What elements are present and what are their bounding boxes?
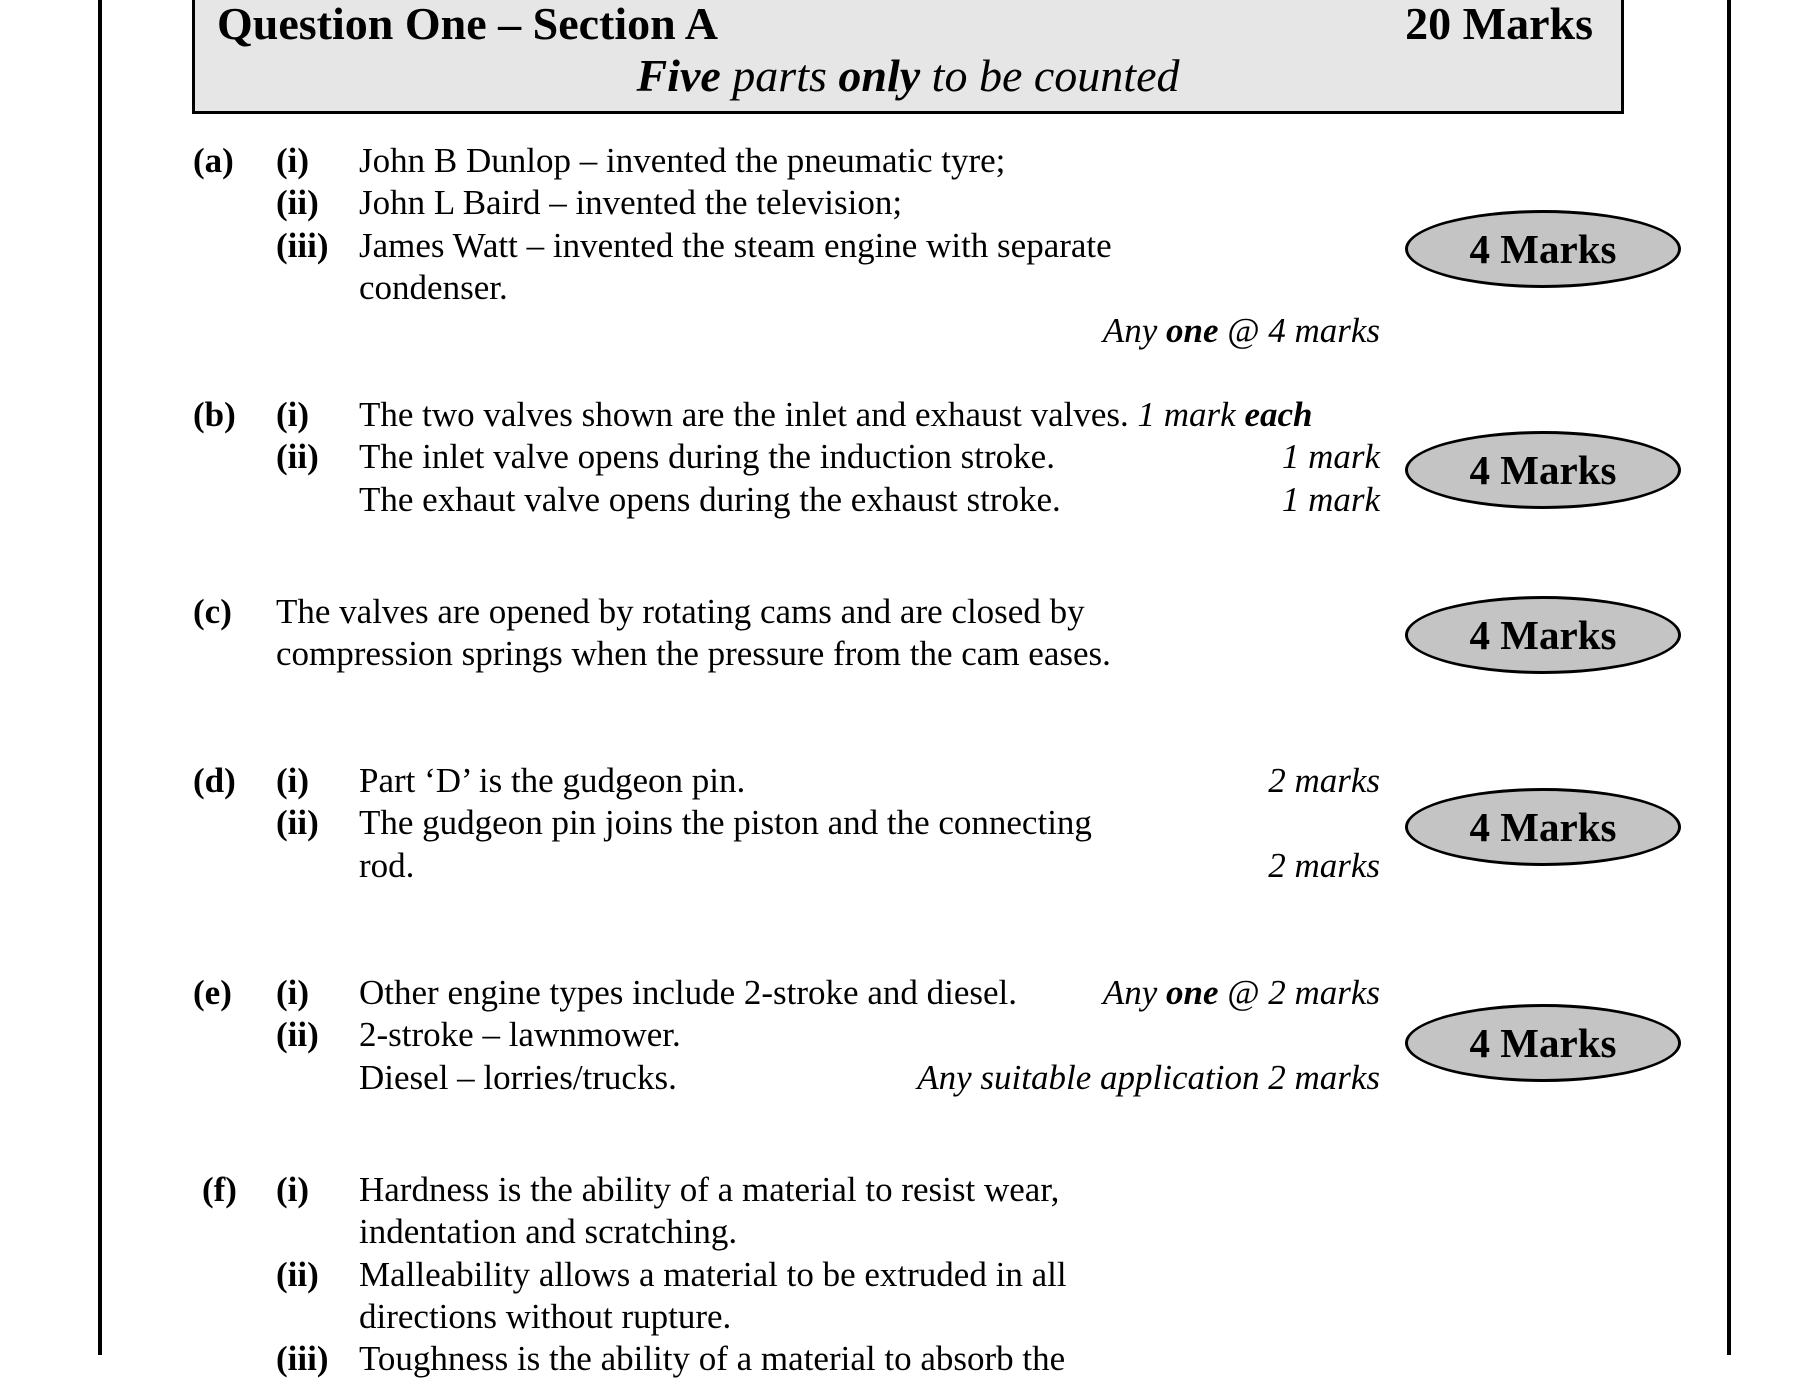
question-title: Question One – Section A [217,0,718,49]
part-a-mark-note: Any one @ 4 marks [1102,311,1380,350]
part-b-i-text: The two valves shown are the inlet and exhaust valves. 1 mark each [359,395,1313,434]
part-c-letter: (c) [193,592,232,631]
part-e-ii-note: Any suitable application 2 marks [917,1058,1380,1097]
part-b-ii-text-2: The exhaut valve opens during the exhaust stroke. [359,480,1061,519]
part-f-ii-text-2: directions without rupture. [359,1297,732,1336]
part-b-ii-text-1: The inlet valve opens during the induction stroke. [359,437,1055,476]
part-d-marks-badge: 4 Marks [1405,788,1681,866]
part-f-ii-text-1: Malleability allows a material to be extruded in all [359,1255,1067,1294]
part-a-letter: (a) [193,141,234,180]
part-b-i-num: (i) [276,395,310,434]
part-f-i-text-1: Hardness is the ability of a material to resist wear, [359,1170,1060,1209]
part-f-ii-num: (ii) [276,1255,319,1294]
instruction-counted: to be counted [920,50,1180,101]
question-header [192,0,1624,114]
question-instruction [195,49,1621,102]
page-border-right [1727,0,1731,1355]
part-f-iii-text-1: Toughness is the ability of a material to absorb the [359,1339,1066,1378]
part-e-ii-text-2: Diesel – lorries/trucks. [359,1058,677,1097]
part-e-marks-badge: 4 Marks [1405,1004,1681,1082]
part-a-marks-badge: 4 Marks [1405,210,1681,288]
part-e-ii-num: (ii) [276,1015,319,1054]
question-total-marks: 20 Marks [1405,0,1593,49]
part-a-iii-num: (iii) [276,226,329,265]
part-e-i-num: (i) [276,973,310,1012]
part-a-ii-text: John L Baird – invented the television; [359,183,903,222]
part-c-text-1: The valves are opened by rotating cams and are closed by [276,592,1085,631]
part-d-i-text: Part ‘D’ is the gudgeon pin. [359,761,746,800]
part-e-letter: (e) [193,973,232,1012]
part-b-marks-badge: 4 Marks [1405,431,1681,509]
instruction-five: Five [636,50,721,101]
part-a-i-text: John B Dunlop – invented the pneumatic tyre; [359,141,1006,180]
part-d-i-note: 2 marks [1268,761,1380,800]
instruction-parts: parts [720,50,839,101]
part-f-i-text-2: indentation and scratching. [359,1212,738,1251]
part-b-ii-note-1: 1 mark [1281,437,1380,476]
part-f-iii-num: (iii) [276,1339,329,1378]
part-d-ii-text-1: The gudgeon pin joins the piston and the connecting [359,803,1092,842]
instruction-only: only [838,50,921,101]
part-b-ii-note-2: 1 mark [1281,480,1380,519]
part-d-i-num: (i) [276,761,310,800]
page-border-left [98,0,102,1355]
part-e-ii-text-1: 2-stroke – lawnmower. [359,1015,681,1054]
part-f-i-num: (i) [276,1170,310,1209]
part-d-ii-num: (ii) [276,803,319,842]
part-a-ii-num: (ii) [276,183,319,222]
part-c-marks-badge: 4 Marks [1405,596,1681,674]
part-b-letter: (b) [193,395,236,434]
part-a-iii-text-2: condenser. [359,268,508,307]
part-a-i-num: (i) [276,141,310,180]
part-f-letter: (f) [202,1170,237,1209]
part-e-i-note: Any one @ 2 marks [1102,973,1380,1012]
part-d-letter: (d) [193,761,236,800]
part-d-ii-note: 2 marks [1268,846,1380,885]
part-d-ii-text-2: rod. [359,846,415,885]
part-a-iii-text-1: James Watt – invented the steam engine with separate [359,226,1112,265]
part-e-i-text: Other engine types include 2-stroke and diesel. [359,973,1017,1012]
part-c-text-2: compression springs when the pressure from the cam eases. [276,634,1111,673]
part-b-ii-num: (ii) [276,437,319,476]
